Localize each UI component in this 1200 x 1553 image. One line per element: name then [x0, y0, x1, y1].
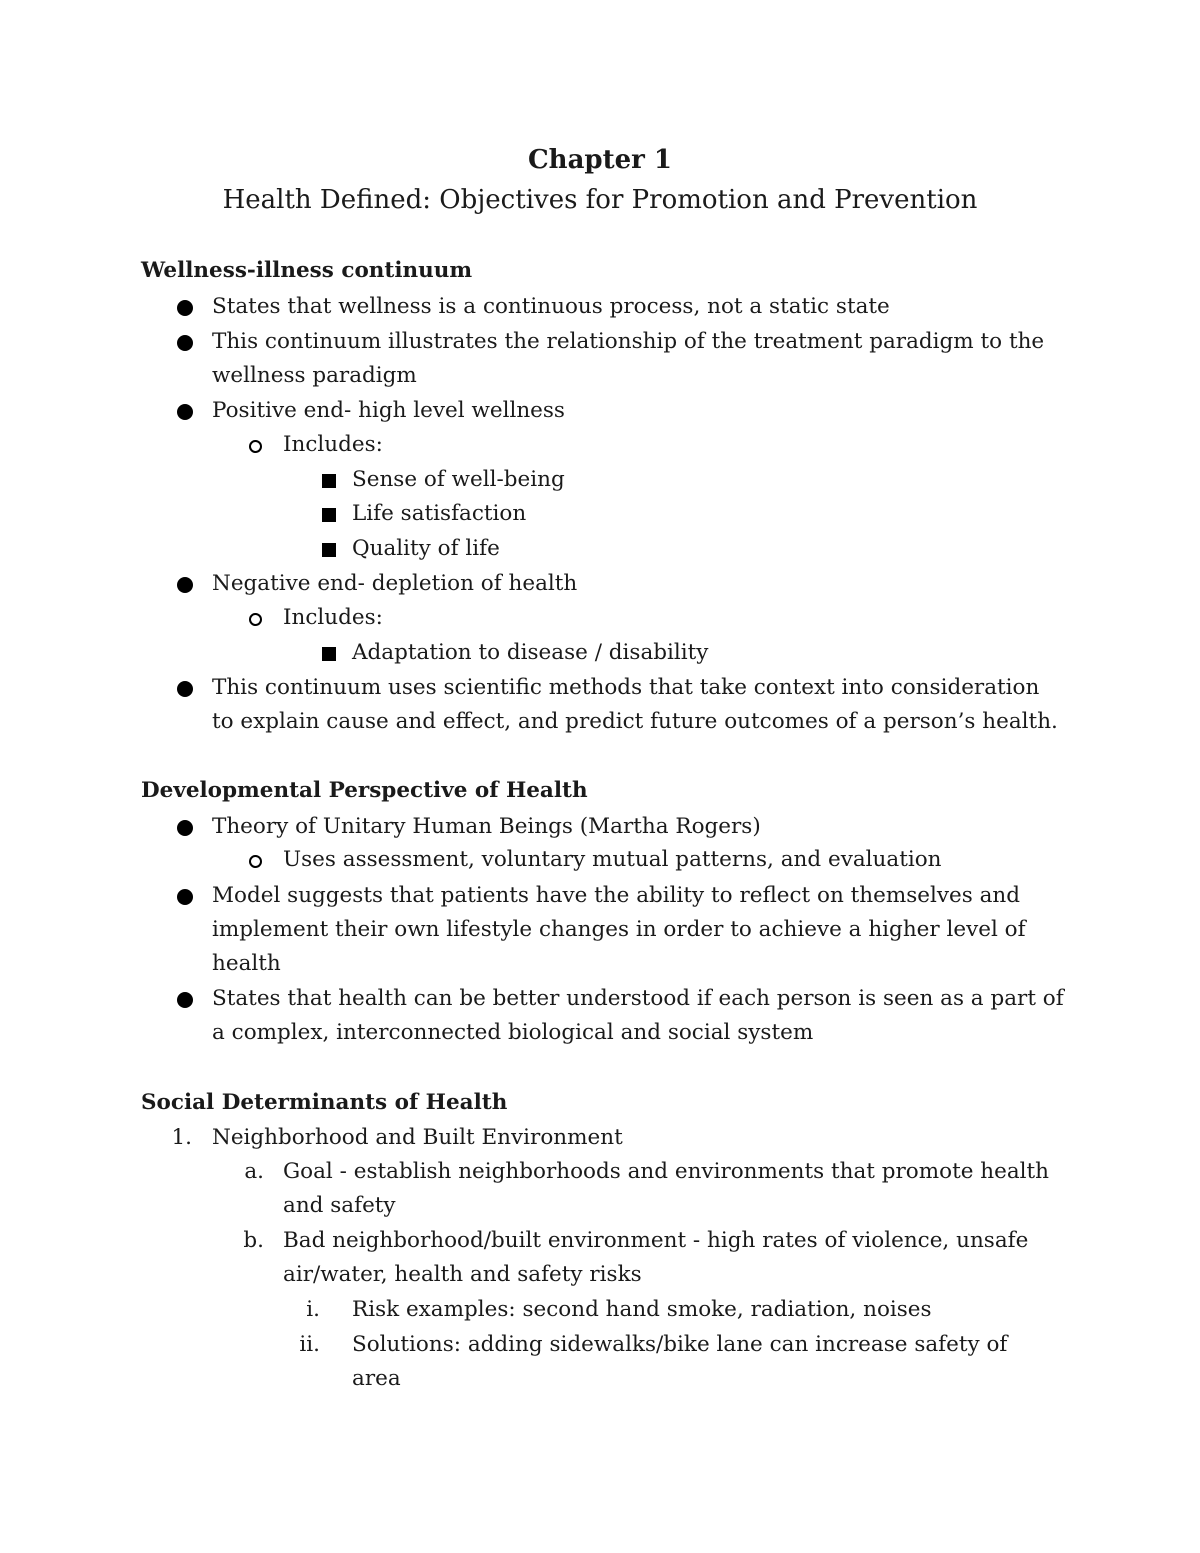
- bullet-square-icon: [322, 474, 336, 488]
- list-item: Neighborhood and Built Environment: [212, 1125, 623, 1150]
- list-item: Risk examples: second hand smoke, radiation, noises: [352, 1297, 932, 1322]
- bullet-disc-icon: [177, 335, 193, 351]
- list-item: Solutions: adding sidewalks/bike lane can increase safety of: [352, 1332, 1008, 1357]
- bullet-circle-icon: [249, 613, 262, 626]
- bullet-square-icon: [322, 647, 336, 661]
- list-item: Bad neighborhood/built environment - high rates of violence, unsafe: [283, 1228, 1029, 1253]
- list-item: This continuum uses scientific methods that take context into consideration: [212, 675, 1040, 700]
- list-item: Includes:: [283, 605, 383, 630]
- list-letter: b.: [243, 1228, 264, 1253]
- bullet-disc-icon: [177, 404, 193, 420]
- list-item: Sense of well-being: [352, 467, 565, 492]
- list-item: States that health can be better understood if each person is seen as a part of: [212, 986, 1064, 1011]
- list-item-continuation: and safety: [283, 1193, 396, 1218]
- bullet-disc-icon: [177, 577, 193, 593]
- bullet-square-icon: [322, 543, 336, 557]
- list-item: This continuum illustrates the relationship of the treatment paradigm to the: [212, 329, 1045, 354]
- list-item: States that wellness is a continuous process, not a static state: [212, 294, 890, 319]
- list-item: Uses assessment, voluntary mutual patterns, and evaluation: [283, 847, 942, 872]
- bullet-disc-icon: [177, 889, 193, 905]
- list-item-continuation: a complex, interconnected biological and social system: [212, 1020, 814, 1045]
- bullet-circle-icon: [249, 440, 262, 453]
- chapter-title: Chapter 1: [527, 145, 672, 175]
- chapter-subtitle: Health Defined: Objectives for Promotion and Prevention: [222, 185, 978, 215]
- list-item-continuation: air/water, health and safety risks: [283, 1262, 642, 1287]
- list-item: Positive end- high level wellness: [212, 398, 565, 423]
- list-item: Model suggests that patients have the ability to reflect on themselves and: [212, 883, 1021, 908]
- list-item-continuation: area: [352, 1366, 401, 1391]
- list-item: Life satisfaction: [352, 501, 527, 526]
- bullet-circle-icon: [249, 855, 262, 868]
- section-heading-developmental: Developmental Perspective of Health: [141, 778, 588, 803]
- list-item: Theory of Unitary Human Beings (Martha Rogers): [212, 814, 761, 839]
- list-item: Negative end- depletion of health: [212, 571, 578, 596]
- section-heading-social: Social Determinants of Health: [141, 1090, 508, 1115]
- list-item: Quality of life: [352, 536, 500, 561]
- list-item-continuation: health: [212, 951, 281, 976]
- list-item-continuation: implement their own lifestyle changes in order to achieve a higher level of: [212, 917, 1026, 942]
- bullet-disc-icon: [177, 300, 193, 316]
- section-heading-wellness: Wellness-illness continuum: [141, 258, 473, 283]
- bullet-square-icon: [322, 508, 336, 522]
- bullet-disc-icon: [177, 820, 193, 836]
- list-number: 1.: [171, 1125, 192, 1150]
- bullet-disc-icon: [177, 681, 193, 697]
- list-roman: ii.: [299, 1332, 320, 1357]
- list-item-continuation: wellness paradigm: [212, 363, 417, 388]
- list-item: Adaptation to disease / disability: [352, 640, 709, 665]
- list-item: Includes:: [283, 432, 383, 457]
- bullet-disc-icon: [177, 992, 193, 1008]
- list-roman: i.: [306, 1297, 320, 1322]
- list-letter: a.: [244, 1159, 264, 1184]
- list-item-continuation: to explain cause and effect, and predict future outcomes of a person’s health.: [212, 709, 1058, 734]
- list-item: Goal - establish neighborhoods and environments that promote health: [283, 1159, 1050, 1184]
